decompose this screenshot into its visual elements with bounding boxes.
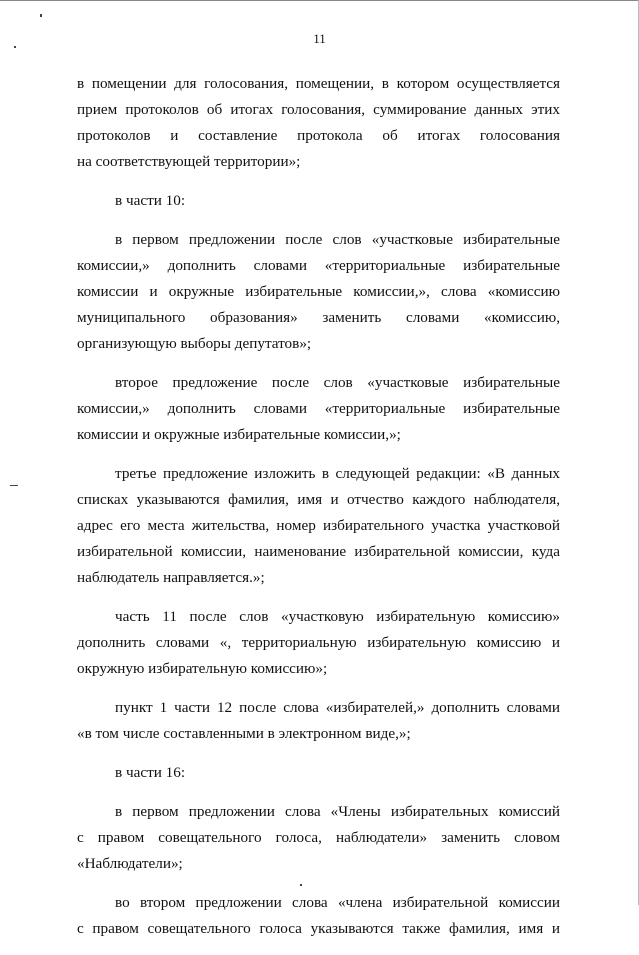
page-number: 11 [313,31,326,46]
text-line: «в том числе составленными в электронном виде,»; [77,725,411,742]
paragraph [77,695,560,747]
text-line: прием протоколов об итогах голосования, суммирование данных этих [77,101,560,118]
paragraph [77,604,560,682]
text-line: списках указываются фамилия, имя и отчество каждого наблюдателя, [77,491,560,508]
paragraph [77,188,560,214]
text-line: в первом предложении слова «Члены избирательных комиссий [115,803,560,820]
text-line: наблюдатель направляется.»; [77,569,265,586]
text-line: третье предложение изложить в следующей редакции: «В данных [115,465,560,482]
text-line: дополнить словами «, территориальную избирательную комиссию и [77,634,560,651]
text-line: во втором предложении слова «члена избирательной комиссии [115,894,560,911]
text-line: адрес его места жительства, номер избирательного участка участковой [77,517,560,534]
paragraph [77,227,560,357]
text-line: окружную избирательную комиссию»; [77,660,328,677]
text-line: в первом предложении после слов «участковые избирательные [115,231,560,248]
text-line: комиссии,» дополнить словами «территориальные избирательные [77,257,560,274]
text-line: «Наблюдатели»; [77,855,183,872]
paragraph [77,760,560,786]
text-line: с правом совещательного голоса, наблюдатели» заменить словом [77,829,560,846]
scan-top-edge [0,0,639,1]
paragraph [77,461,560,591]
text-line: избирательной комиссии, наименование избирательной комиссии, куда [77,543,560,560]
paragraph [77,799,560,877]
scan-speck [40,14,42,17]
text-line: протоколов и составление протокола об итогах голосования [77,127,560,144]
text-line: в части 16: [115,764,186,781]
text-line: комиссии и окружные избирательные комиссии,», слова «комиссию [77,283,560,300]
text-line: организующую выборы депутатов»; [77,335,312,352]
text-line: с правом совещательного голоса указываются также фамилия, имя и [77,920,560,937]
document-body [77,71,560,955]
text-line: в части 10: [115,192,186,209]
text-line: в помещении для голосования, помещении, в котором осуществляется [77,75,560,92]
text-line: часть 11 после слов «участковую избирательную комиссию» [115,608,560,625]
paragraph [77,370,560,448]
text-line: пункт 1 части 12 после слова «избирателей,» дополнить словами [115,699,560,716]
text-line: муниципального образования» заменить словами «комиссию, [77,309,560,326]
text-line: комиссии,» дополнить словами «территориальные избирательные [77,400,560,417]
text-line: комиссии и окружные избирательные комиссии,»; [77,426,401,443]
text-line: на соответствующей территории»; [77,153,301,170]
paragraph [77,71,560,175]
text-line: второе предложение после слов «участковые избирательные [115,374,560,391]
paragraph [77,890,560,942]
scan-speck [10,485,18,486]
